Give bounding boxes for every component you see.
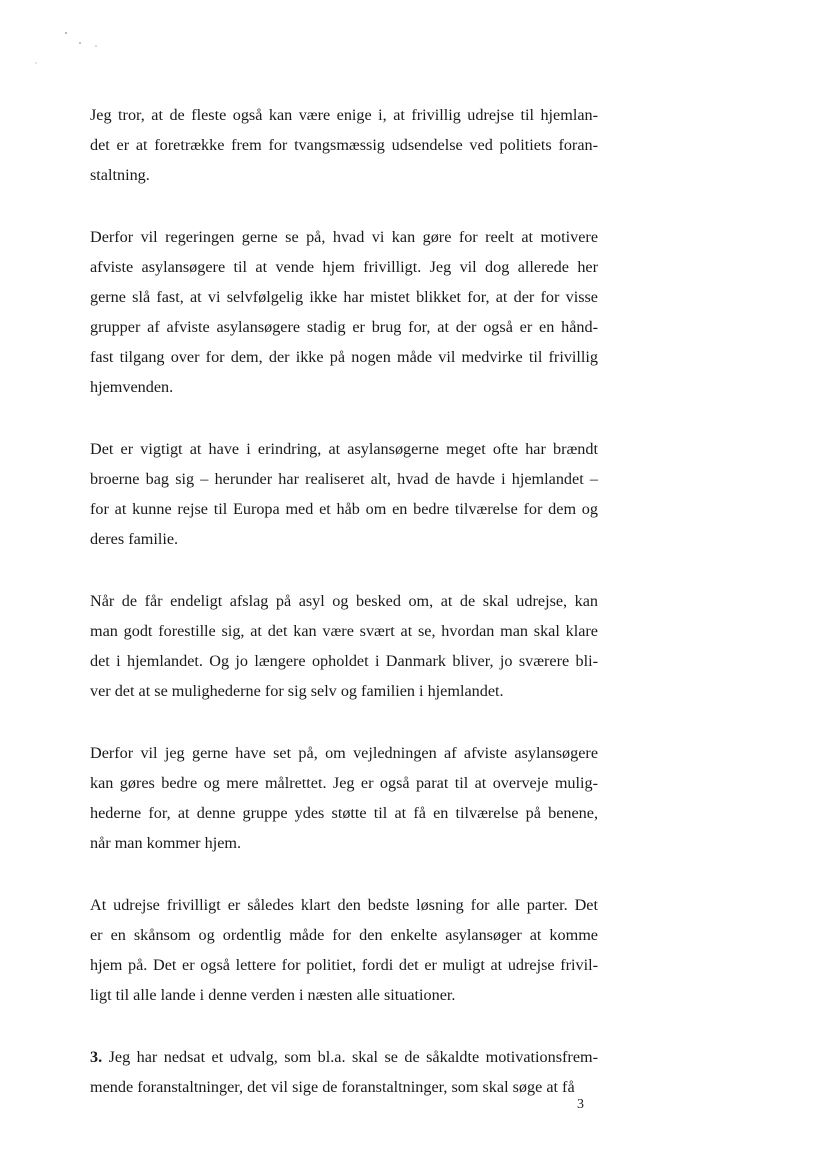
text-line: afviste asylansøgere til at vende hjem frivilligt. Jeg vil dog allerede her — [90, 258, 598, 276]
scan-artifacts — [0, 0, 826, 80]
text-line: grupper af afviste asylansøgere stadig er brug for, at der også er en hånd- — [90, 318, 598, 336]
text-line: gerne slå fast, at vi selvfølgelig ikke har mistet blikket for, at der for visse — [90, 288, 598, 306]
text-line: det er at foretrække frem for tvangsmæssig udsendelse ved politiets foran- — [90, 136, 598, 154]
text-line: staltning. — [90, 166, 150, 184]
section-number: 3. — [90, 1048, 103, 1066]
text-line: ligt til alle lande i denne verden i næsten alle situationer. — [90, 986, 456, 1004]
text-line: fast tilgang over for dem, der ikke på nogen måde vil medvirke til frivillig — [90, 348, 598, 366]
text-line: er en skånsom og ordentlig måde for den enkelte asylansøger at komme — [90, 926, 598, 944]
text-line: Når de får endeligt afslag på asyl og besked om, at de skal udrejse, kan — [90, 592, 598, 610]
section-text: Jeg har nedsat et udvalg, som bl.a. skal se de såkaldte motivationsfrem- — [102, 1048, 598, 1066]
text-line: mende foranstaltninger, det vil sige de foranstaltninger, som skal søge at få — [90, 1078, 575, 1096]
text-line: Derfor vil regeringen gerne se på, hvad vi kan gøre for reelt at motivere — [90, 228, 598, 246]
paragraph — [90, 738, 598, 858]
text-line: Jeg tror, at de fleste også kan være enige i, at frivillig udrejse til hjemlan- — [90, 106, 598, 124]
text-line: Derfor vil jeg gerne have set på, om vejledningen af afviste asylansøgere — [90, 744, 598, 762]
paragraph — [90, 222, 598, 402]
document-body — [90, 100, 598, 1134]
page-number: 3 — [577, 1097, 584, 1112]
section-paragraph — [90, 1042, 598, 1102]
text-line: når man kommer hjem. — [90, 834, 242, 852]
paragraph — [90, 434, 598, 554]
paragraph — [90, 586, 598, 706]
text-line: ver det at se mulighederne for sig selv og familien i hjemlandet. — [90, 682, 504, 700]
text-line: man godt forestille sig, at det kan være svært at se, hvordan man skal klare — [90, 622, 598, 640]
text-line: deres familie. — [90, 530, 179, 548]
text-line: hjemvenden. — [90, 378, 174, 396]
paragraph — [90, 890, 598, 1010]
text-line: det i hjemlandet. Og jo længere opholdet i Danmark bliver, jo sværere bli- — [90, 652, 598, 670]
text-line: At udrejse frivilligt er således klart den bedste løsning for alle parter. Det — [90, 896, 598, 914]
paragraph — [90, 100, 598, 190]
text-line: Det er vigtigt at have i erindring, at asylansøgerne meget ofte har brændt — [90, 440, 598, 458]
text-line: kan gøres bedre og mere målrettet. Jeg er også parat til at overveje mulig- — [90, 774, 598, 792]
text-line: hederne for, at denne gruppe ydes støtte til at få en tilværelse på benene, — [90, 804, 598, 822]
text-line: for at kunne rejse til Europa med et håb om en bedre tilværelse for dem og — [90, 500, 598, 518]
text-line — [90, 1042, 598, 1072]
text-line: hjem på. Det er også lettere for politiet, fordi det er muligt at udrejse frivil- — [90, 956, 598, 974]
text-line: broerne bag sig – herunder har realiseret alt, hvad de havde i hjemlandet – — [90, 470, 598, 488]
